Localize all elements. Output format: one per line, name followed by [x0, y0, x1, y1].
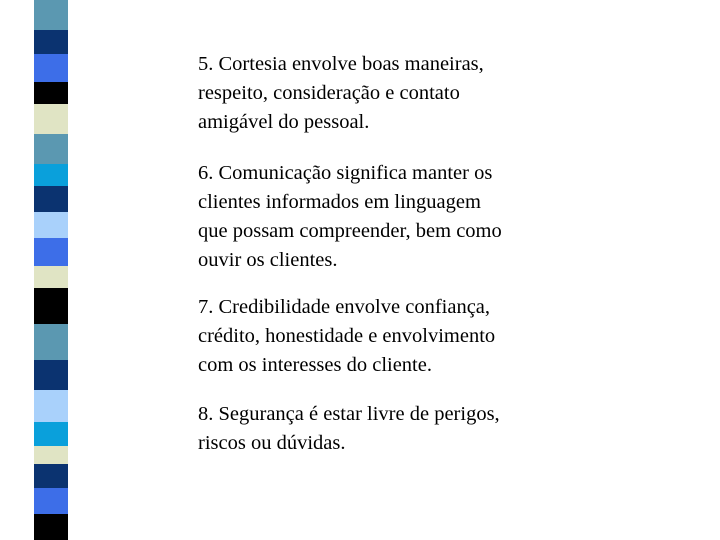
stripe-block	[34, 54, 68, 82]
stripe-block	[34, 422, 68, 446]
paragraph-comunicacao: 6. Comunicação significa manter os clientes informados em linguagem que possam compreender, bem como ouvir os clientes.	[198, 162, 502, 271]
stripe-block	[34, 212, 68, 238]
slide-content	[198, 50, 618, 458]
stripe-block	[34, 164, 68, 186]
stripe-block	[34, 266, 68, 288]
stripe-block	[34, 360, 68, 390]
stripe-block	[34, 0, 68, 30]
paragraph-seguranca: 8. Segurança é estar livre de perigos, riscos ou dúvidas.	[198, 403, 500, 454]
stripe-block	[34, 186, 68, 212]
stripe-block	[34, 104, 68, 134]
stripe-block	[34, 82, 68, 104]
stripe-block	[34, 288, 68, 324]
paragraph-cortesia: 5. Cortesia envolve boas maneiras, respeito, consideração e contato amigável do pessoal.	[198, 53, 484, 133]
stripe-block	[34, 488, 68, 514]
stripe-block	[34, 324, 68, 360]
decorative-stripe	[0, 0, 68, 540]
stripe-block	[34, 30, 68, 54]
paragraph-credibilidade: 7. Credibilidade envolve confiança, crédito, honestidade e envolvimento com os interesses do cliente.	[198, 296, 496, 376]
stripe-block	[34, 514, 68, 540]
stripe-block	[34, 390, 68, 422]
stripe-block	[34, 446, 68, 464]
stripe-block	[34, 238, 68, 266]
stripe-block	[34, 464, 68, 488]
stripe-block	[34, 134, 68, 164]
